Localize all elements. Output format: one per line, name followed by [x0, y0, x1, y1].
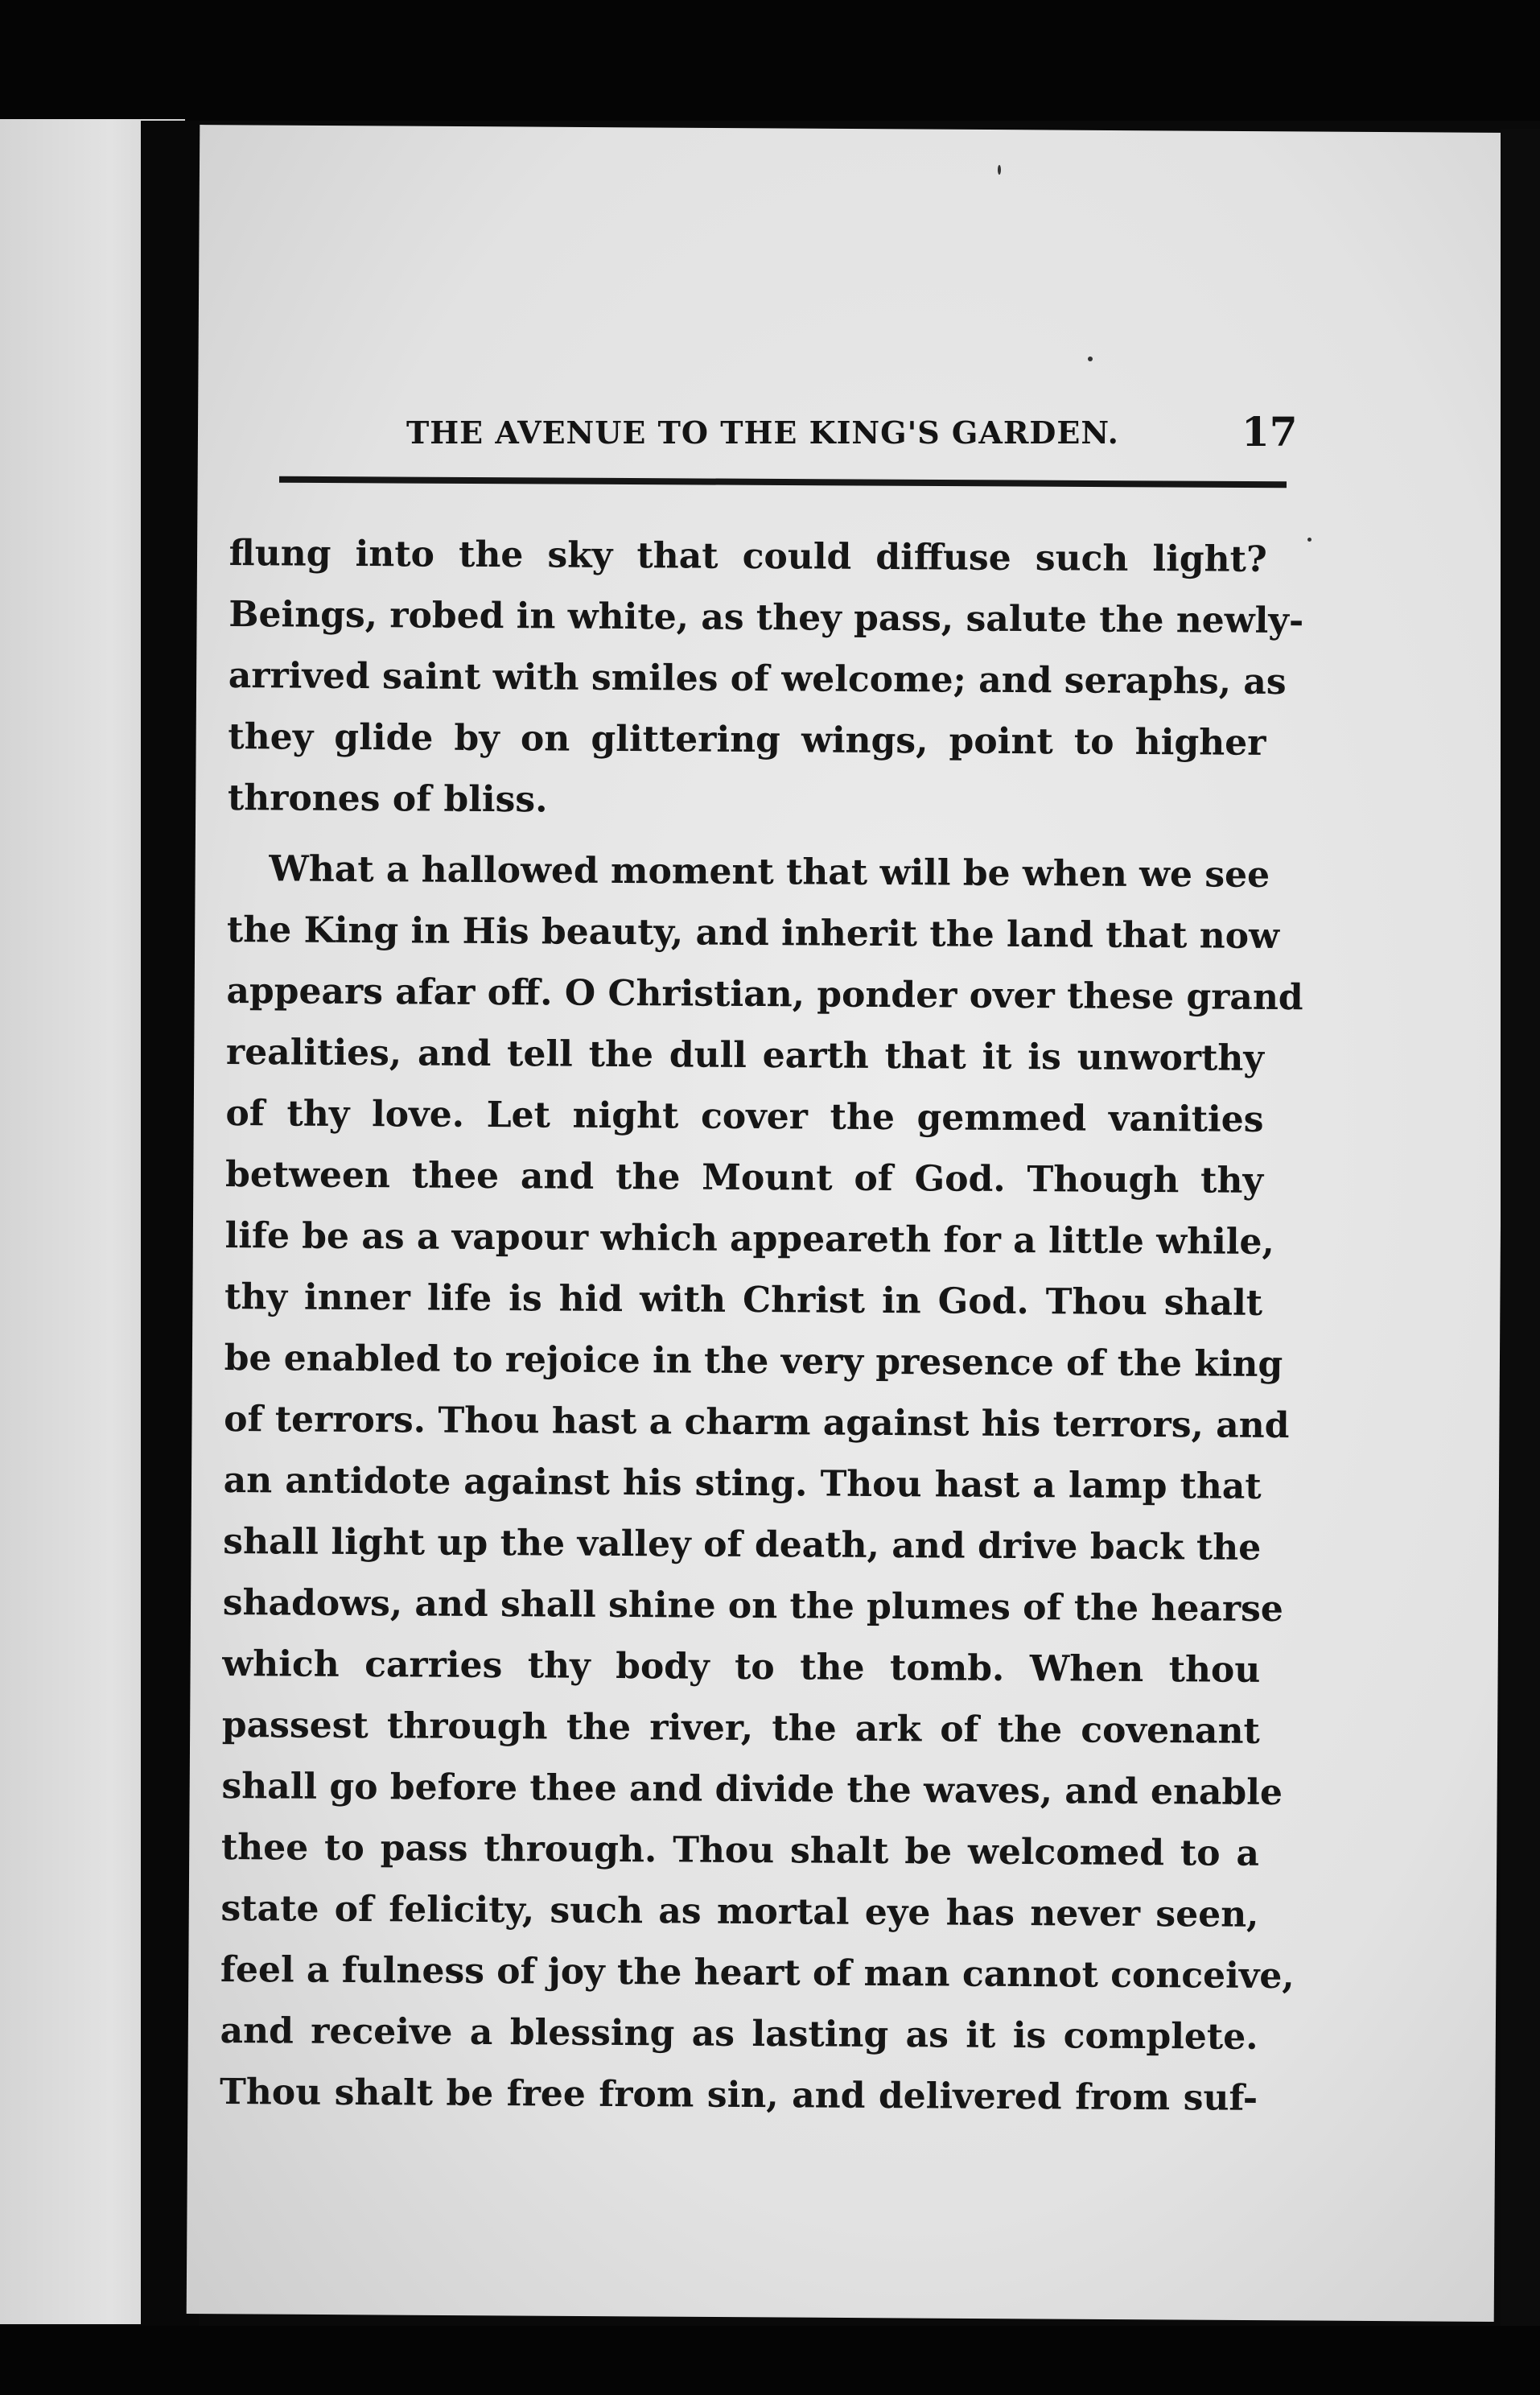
- text-line: and receive a blessing as lasting as it is complete.: [220, 2010, 1258, 2058]
- scan-border-top: [0, 0, 1540, 121]
- body-text: [219, 523, 1304, 2129]
- text-line: be enabled to rejoice in the very presence of the king: [224, 1337, 1283, 1386]
- text-line: thy inner life is hid with Christ in God. Thou shalt: [224, 1276, 1263, 1324]
- text-line: shall go before thee and divide the waves, and enable: [221, 1765, 1283, 1814]
- text-line: between thee and the Mount of God. Though thy: [224, 1153, 1264, 1202]
- text-line: Thou shalt be free from sin, and delivered from suf-: [219, 2071, 1258, 2119]
- scan-border-bottom: [0, 2326, 1540, 2395]
- text-line: Beings, robed in white, as they pass, salute the newly-: [229, 593, 1304, 642]
- text-line: realities, and tell the dull earth that it is unworthy: [225, 1031, 1265, 1079]
- header-rule: [279, 476, 1287, 488]
- page-number: 17: [1241, 408, 1298, 456]
- text-line: an antidote against his sting. Thou hast a lamp that: [223, 1459, 1262, 1507]
- text-line: arrived saint with smiles of welcome; and seraphs, as: [228, 654, 1287, 703]
- text-line: passest through the river, the ark of the covenant: [221, 1704, 1261, 1752]
- text-line: shall light up the valley of death, and drive back the: [223, 1520, 1262, 1568]
- text-line: life be as a vapour which appeareth for a little while,: [224, 1214, 1274, 1263]
- running-head: [213, 286, 1298, 495]
- text-line: the King in His beauty, and inherit the land that now: [226, 909, 1280, 957]
- running-head-title: THE AVENUE TO THE KING'S GARDEN.: [406, 414, 1119, 451]
- text-line: feel a fulness of joy the heart of man cannot conceive,: [220, 1948, 1295, 1997]
- text-line: thee to pass through. Thou shalt be welcomed to a: [220, 1826, 1260, 1874]
- text-line: What a hallowed moment that will be when we see: [269, 848, 1270, 896]
- text-line: which carries thy body to the tomb. When thou: [222, 1643, 1261, 1691]
- text-line: of thy love. Let night cover the gemmed vanities: [225, 1092, 1264, 1140]
- paragraph-1: [227, 523, 1304, 835]
- text-line: flung into the sky that could diffuse such light?: [229, 532, 1267, 580]
- paragraph-2: [219, 839, 1303, 2129]
- text-line: shadows, and shall shine on the plumes of the hearse: [222, 1581, 1284, 1630]
- text-line: of terrors. Thou hast a charm against his terrors, and: [224, 1398, 1290, 1447]
- text-line: thrones of bliss.: [227, 777, 548, 821]
- text-line: appears afar off. O Christian, ponder over these grand: [226, 970, 1303, 1019]
- scan-border-right: [1501, 129, 1540, 2326]
- scan-speck: [1307, 538, 1311, 542]
- text-line: state of felicity, such as mortal eye has never seen,: [220, 1887, 1259, 1935]
- text-line: they glide by on glittering wings, point to higher: [228, 715, 1266, 764]
- scan-speck: [998, 165, 1001, 175]
